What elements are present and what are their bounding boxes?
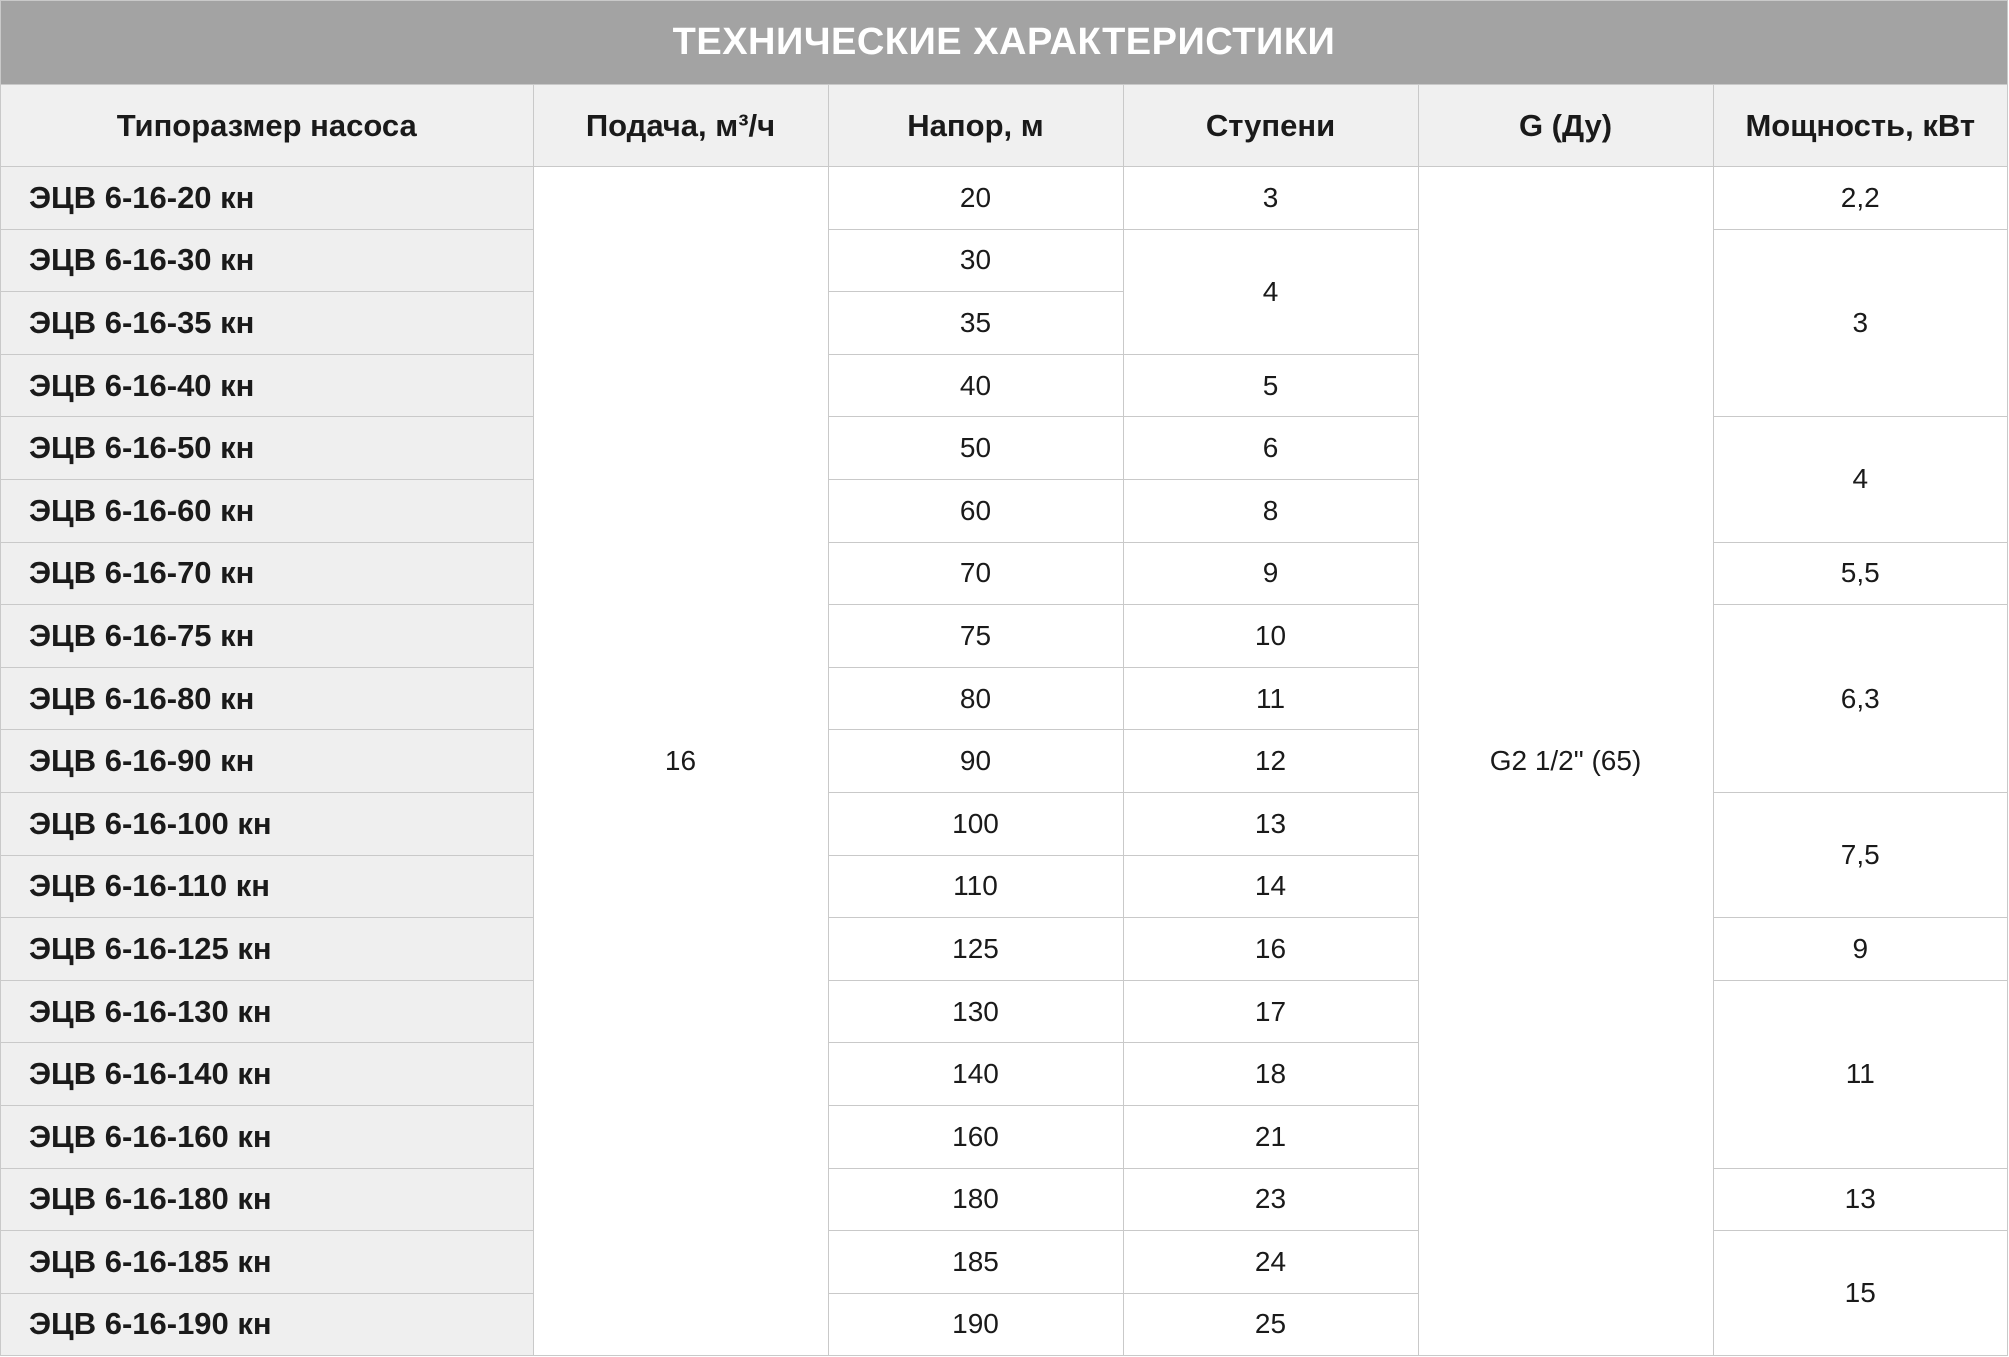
model-cell: ЭЦВ 6-16-125 кн bbox=[1, 918, 533, 981]
model-cell: ЭЦВ 6-16-180 кн bbox=[1, 1168, 533, 1231]
head-cell: 60 bbox=[828, 479, 1123, 542]
stages-cell: 9 bbox=[1123, 542, 1418, 605]
power-cell: 2,2 bbox=[1713, 167, 2007, 230]
model-cell: ЭЦВ 6-16-40 кн bbox=[1, 354, 533, 417]
model-cell: ЭЦВ 6-16-100 кн bbox=[1, 792, 533, 855]
header-connection: G (Ду) bbox=[1418, 85, 1713, 167]
stages-cell: 21 bbox=[1123, 1105, 1418, 1168]
stages-cell: 11 bbox=[1123, 667, 1418, 730]
model-cell: ЭЦВ 6-16-110 кн bbox=[1, 855, 533, 918]
power-cell: 15 bbox=[1713, 1231, 2007, 1356]
stages-cell: 5 bbox=[1123, 354, 1418, 417]
stages-cell: 14 bbox=[1123, 855, 1418, 918]
stages-cell: 4 bbox=[1123, 229, 1418, 354]
model-cell: ЭЦВ 6-16-190 кн bbox=[1, 1293, 533, 1355]
head-cell: 20 bbox=[828, 167, 1123, 230]
stages-cell: 6 bbox=[1123, 417, 1418, 480]
head-cell: 30 bbox=[828, 229, 1123, 292]
head-cell: 70 bbox=[828, 542, 1123, 605]
table-row bbox=[1, 167, 2007, 230]
stages-cell: 8 bbox=[1123, 479, 1418, 542]
model-cell: ЭЦВ 6-16-75 кн bbox=[1, 605, 533, 668]
model-cell: ЭЦВ 6-16-160 кн bbox=[1, 1105, 533, 1168]
power-cell: 4 bbox=[1713, 417, 2007, 542]
model-cell: ЭЦВ 6-16-20 кн bbox=[1, 167, 533, 230]
header-model: Типоразмер насоса bbox=[1, 85, 533, 167]
model-cell: ЭЦВ 6-16-35 кн bbox=[1, 292, 533, 355]
stages-cell: 25 bbox=[1123, 1293, 1418, 1355]
head-cell: 130 bbox=[828, 980, 1123, 1043]
connection-cell: G2 1/2" (65) bbox=[1418, 167, 1713, 1356]
header-power: Мощность, кВт bbox=[1713, 85, 2007, 167]
head-cell: 110 bbox=[828, 855, 1123, 918]
head-cell: 140 bbox=[828, 1043, 1123, 1106]
model-cell: ЭЦВ 6-16-80 кн bbox=[1, 667, 533, 730]
header-head: Напор, м bbox=[828, 85, 1123, 167]
model-cell: ЭЦВ 6-16-90 кн bbox=[1, 730, 533, 793]
head-cell: 90 bbox=[828, 730, 1123, 793]
head-cell: 50 bbox=[828, 417, 1123, 480]
power-cell: 9 bbox=[1713, 918, 2007, 981]
power-cell: 11 bbox=[1713, 980, 2007, 1168]
head-cell: 100 bbox=[828, 792, 1123, 855]
model-cell: ЭЦВ 6-16-130 кн bbox=[1, 980, 533, 1043]
power-cell: 6,3 bbox=[1713, 605, 2007, 793]
stages-cell: 3 bbox=[1123, 167, 1418, 230]
table-body bbox=[1, 167, 2007, 1356]
head-cell: 190 bbox=[828, 1293, 1123, 1355]
model-cell: ЭЦВ 6-16-70 кн bbox=[1, 542, 533, 605]
stages-cell: 24 bbox=[1123, 1231, 1418, 1294]
model-cell: ЭЦВ 6-16-30 кн bbox=[1, 229, 533, 292]
model-cell: ЭЦВ 6-16-185 кн bbox=[1, 1231, 533, 1294]
head-cell: 80 bbox=[828, 667, 1123, 730]
spec-table bbox=[1, 85, 2007, 1356]
power-cell: 7,5 bbox=[1713, 792, 2007, 917]
power-cell: 5,5 bbox=[1713, 542, 2007, 605]
flow-cell: 16 bbox=[533, 167, 828, 1356]
model-cell: ЭЦВ 6-16-50 кн bbox=[1, 417, 533, 480]
header-flow: Подача, м³/ч bbox=[533, 85, 828, 167]
stages-cell: 17 bbox=[1123, 980, 1418, 1043]
head-cell: 35 bbox=[828, 292, 1123, 355]
head-cell: 160 bbox=[828, 1105, 1123, 1168]
stages-cell: 13 bbox=[1123, 792, 1418, 855]
model-cell: ЭЦВ 6-16-140 кн bbox=[1, 1043, 533, 1106]
stages-cell: 18 bbox=[1123, 1043, 1418, 1106]
header-stages: Ступени bbox=[1123, 85, 1418, 167]
model-cell: ЭЦВ 6-16-60 кн bbox=[1, 479, 533, 542]
stages-cell: 12 bbox=[1123, 730, 1418, 793]
power-cell: 3 bbox=[1713, 229, 2007, 417]
stages-cell: 10 bbox=[1123, 605, 1418, 668]
head-cell: 125 bbox=[828, 918, 1123, 981]
head-cell: 40 bbox=[828, 354, 1123, 417]
table-title: ТЕХНИЧЕСКИЕ ХАРАКТЕРИСТИКИ bbox=[1, 1, 2007, 85]
head-cell: 180 bbox=[828, 1168, 1123, 1231]
header-row bbox=[1, 85, 2007, 167]
power-cell: 13 bbox=[1713, 1168, 2007, 1231]
stages-cell: 23 bbox=[1123, 1168, 1418, 1231]
head-cell: 185 bbox=[828, 1231, 1123, 1294]
head-cell: 75 bbox=[828, 605, 1123, 668]
stages-cell: 16 bbox=[1123, 918, 1418, 981]
